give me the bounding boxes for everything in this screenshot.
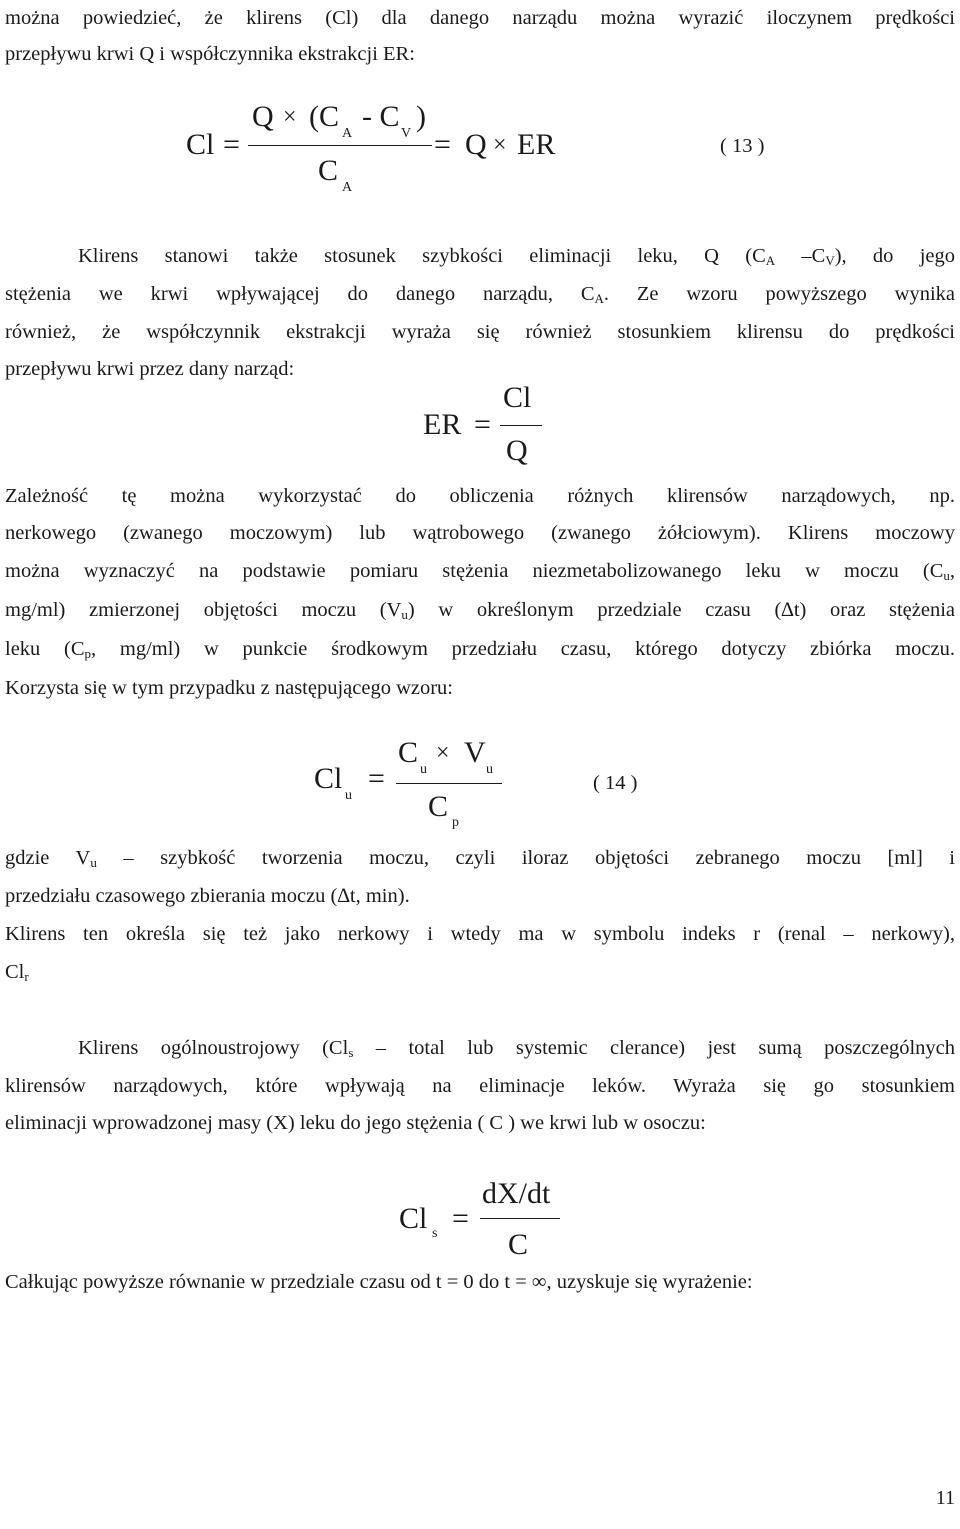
paragraph-line: Zależność tę można wykorzystać do obliczenia różnych klirensów narządowych, np. bbox=[5, 485, 955, 507]
eq-subscript: A bbox=[342, 126, 353, 141]
eq-symbol: = bbox=[474, 408, 491, 441]
eq-symbol: C bbox=[508, 1228, 529, 1261]
subscript: u bbox=[90, 855, 97, 870]
fraction-bar bbox=[396, 783, 502, 784]
text-run: ), do jego bbox=[834, 245, 955, 267]
subscript: u bbox=[401, 607, 408, 622]
eq-symbol: C bbox=[318, 154, 339, 187]
text-run: – total lub systemic clerance) jest sumą poszczególnych bbox=[353, 1037, 955, 1059]
subscript: r bbox=[24, 969, 29, 984]
eq-symbol: dX/dt bbox=[482, 1177, 551, 1210]
paragraph-line bbox=[5, 846, 955, 870]
paragraph-line: Całkując powyższe równanie w przedziale czasu od t = 0 do t = ∞, uzyskuje się wyrażenie: bbox=[5, 1271, 753, 1293]
text-run: , mg/ml) w punkcie środkowym przedziału czasu, którego dotyczy zbiórka moczu. bbox=[91, 638, 955, 660]
eq-subscript: u bbox=[345, 788, 352, 803]
paragraph-line: można powiedzieć, że klirens (Cl) dla danego narządu można wyrazić iloczynem prędkości bbox=[5, 7, 955, 29]
subscript: p bbox=[84, 646, 92, 661]
text-run: ) w określonym przedziale czasu (∆t) oraz stężenia bbox=[407, 599, 955, 621]
eq-symbol: C bbox=[428, 790, 449, 823]
text-run: gdzie V bbox=[5, 847, 91, 869]
eq-symbol: Cl bbox=[186, 128, 215, 161]
fraction-bar bbox=[480, 1218, 560, 1219]
eq-subscript: V bbox=[401, 126, 412, 141]
eq-subscript: u bbox=[420, 762, 427, 777]
subscript: s bbox=[348, 1045, 354, 1060]
text-run: –C bbox=[775, 245, 826, 267]
eq-symbol: Q bbox=[506, 434, 528, 467]
equation-number: ( 14 ) bbox=[593, 772, 638, 794]
paragraph-line: Klirens ten określa się też jako nerkowy i wtedy ma w symbolu indeks r (renal – nerkowy), bbox=[5, 923, 955, 945]
eq-symbol: × bbox=[283, 104, 297, 130]
eq-symbol: Q bbox=[465, 128, 487, 161]
subscript: A bbox=[765, 253, 776, 268]
subscript: V bbox=[825, 253, 835, 268]
eq-subscript: u bbox=[486, 762, 493, 777]
paragraph-line bbox=[78, 1036, 955, 1060]
eq-symbol: ER bbox=[423, 408, 462, 441]
eq-symbol: (C bbox=[309, 100, 339, 133]
equation-number: ( 13 ) bbox=[720, 135, 765, 157]
paragraph-line: przepływu krwi przez dany narząd: bbox=[5, 358, 295, 380]
eq-symbol: = bbox=[368, 762, 385, 795]
paragraph-line: nerkowego (zwanego moczowym) lub wątrobowego (zwanego żółciowym). Klirens moczowy bbox=[5, 522, 955, 544]
eq-symbol: C bbox=[398, 736, 419, 769]
paragraph-line bbox=[5, 598, 955, 622]
text-run: można wyznaczyć na podstawie pomiaru stężenia niezmetabolizowanego leku w moczu (C bbox=[5, 560, 944, 582]
eq-symbol: Q bbox=[252, 100, 274, 133]
paragraph-line bbox=[5, 559, 955, 583]
page-number: 11 bbox=[935, 1487, 955, 1509]
text-run: leku (C bbox=[5, 638, 85, 660]
eq-symbol: × bbox=[436, 740, 450, 766]
eq-symbol: - C bbox=[362, 100, 400, 133]
eq-symbol: ) bbox=[416, 100, 426, 133]
paragraph-line: eliminacji wprowadzonej masy (X) leku do jego stężenia ( C ) we krwi lub w osoczu: bbox=[5, 1112, 706, 1134]
paragraph-line bbox=[78, 244, 955, 268]
eq-subscript: s bbox=[432, 1226, 438, 1241]
paragraph-line: klirensów narządowych, które wpływają na eliminacje leków. Wyraża się go stosunkiem bbox=[5, 1075, 955, 1097]
eq-symbol: = bbox=[452, 1202, 469, 1235]
eq-subscript: p bbox=[452, 815, 459, 830]
paragraph-line bbox=[5, 282, 955, 306]
eq-symbol: = bbox=[223, 128, 240, 161]
eq-symbol: ER bbox=[517, 128, 556, 161]
eq-symbol: = bbox=[434, 128, 451, 161]
text-run: – szybkość tworzenia moczu, czyli iloraz objętości zebranego moczu [ml] i bbox=[96, 847, 955, 869]
eq-symbol: V bbox=[464, 736, 486, 769]
paragraph-line bbox=[5, 637, 955, 661]
text-run: Cl bbox=[5, 961, 25, 983]
paragraph-line: przepływu krwi Q i współczynnika ekstrakcji ER: bbox=[5, 43, 415, 65]
subscript: A bbox=[594, 291, 604, 306]
eq-subscript: A bbox=[342, 180, 353, 195]
fraction-bar bbox=[248, 145, 432, 146]
paragraph-line bbox=[5, 960, 955, 984]
paragraph-line: również, że współczynnik ekstrakcji wyraża się również stosunkiem klirensu do prędkości bbox=[5, 321, 955, 343]
eq-symbol: × bbox=[493, 132, 507, 158]
fraction-bar bbox=[500, 425, 542, 426]
text-run: stężenia we krwi wpływającej do danego narządu, C bbox=[5, 283, 595, 305]
paragraph-line: Korzysta się w tym przypadku z następującego wzoru: bbox=[5, 677, 454, 699]
eq-symbol: Cl bbox=[314, 762, 343, 795]
text-run: , bbox=[949, 560, 955, 582]
paragraph-line: przedziału czasowego zbierania moczu (∆t, min). bbox=[5, 885, 410, 907]
eq-symbol: Cl bbox=[399, 1202, 428, 1235]
subscript: u bbox=[943, 568, 950, 583]
text-run: Klirens stanowi także stosunek szybkości eliminacji leku, Q (C bbox=[78, 245, 766, 267]
text-run: . Ze wzoru powyższego wynika bbox=[603, 283, 955, 305]
text-run: Klirens ogólnoustrojowy (Cl bbox=[78, 1037, 349, 1059]
eq-symbol: Cl bbox=[503, 381, 532, 414]
text-run: mg/ml) zmierzonej objętości moczu (V bbox=[5, 599, 402, 621]
